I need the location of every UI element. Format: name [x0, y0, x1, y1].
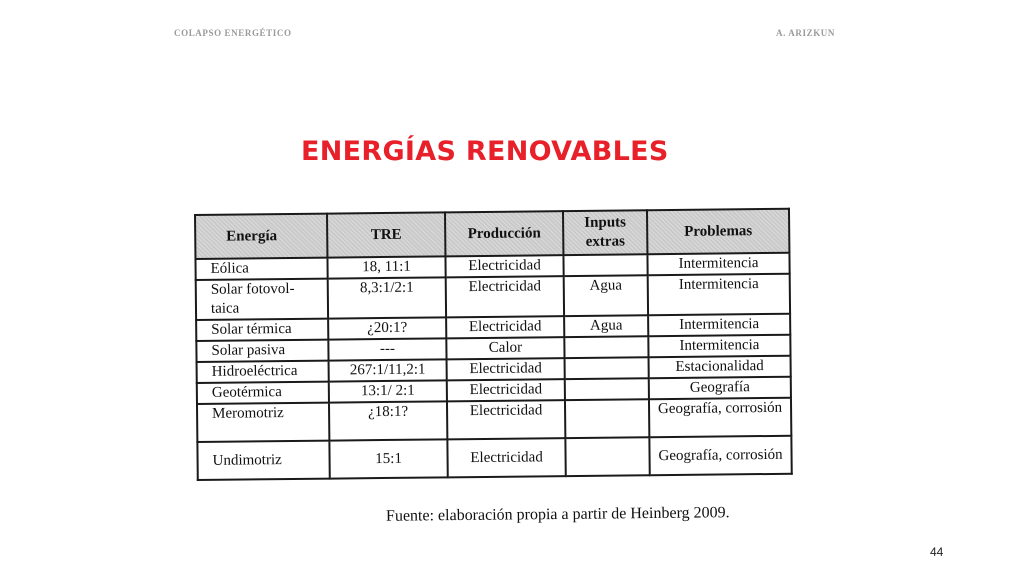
slide-title: ENERGÍAS RENOVABLES [301, 136, 669, 167]
table-row [197, 398, 791, 442]
cell-inputs: Agua [564, 275, 648, 316]
cell-tre: ¿18:1? [329, 401, 447, 440]
cell-energy: Geotérmica [197, 382, 329, 404]
cell-production: Electricidad [447, 379, 565, 401]
cell-energy: Undimotriz [197, 441, 329, 480]
column-header-tre: TRE [327, 212, 445, 257]
cell-problems: Geografía, corrosión [649, 436, 791, 475]
source-caption: Fuente: elaboración propia a partir de Heinberg 2009. [385, 504, 730, 525]
energy-table-container [194, 208, 791, 481]
renewable-energy-table [194, 208, 793, 481]
running-header-left: COLAPSO ENERGÉTICO [174, 28, 292, 38]
cell-production: Electricidad [447, 400, 565, 439]
cell-tre: --- [328, 338, 446, 360]
cell-inputs [564, 336, 648, 358]
cell-production: Electricidad [446, 316, 564, 338]
running-header-right: A. ARIZKUN [776, 28, 836, 38]
cell-tre: 18, 11:1 [327, 256, 445, 278]
cell-problems: Intermitencia [648, 314, 790, 336]
page-number: 44 [930, 545, 944, 559]
cell-inputs [565, 437, 649, 476]
cell-production: Electricidad [447, 438, 565, 477]
cell-inputs [565, 399, 649, 438]
cell-problems: Intermitencia [648, 335, 790, 357]
cell-tre: 13:1/ 2:1 [329, 380, 447, 402]
cell-inputs [565, 378, 649, 400]
table-row [196, 274, 790, 320]
cell-tre: ¿20:1? [328, 317, 446, 339]
table-row [197, 436, 791, 480]
cell-problems: Geografía [649, 377, 791, 399]
column-header-inputs-extras: Inputs extras [563, 210, 647, 255]
column-header-energia: Energía [195, 214, 327, 259]
cell-energy: Solar pasiva [196, 340, 328, 362]
cell-energy: Solar térmica [196, 319, 328, 341]
cell-problems: Geografía, corrosión [649, 398, 791, 437]
cell-production: Electricidad [445, 255, 563, 277]
cell-problems: Estacionalidad [649, 356, 791, 378]
cell-energy: Eólica [195, 258, 327, 280]
cell-tre: 15:1 [329, 439, 447, 478]
cell-energy: Hidroeléctrica [197, 361, 329, 383]
cell-tre: 267:1/11,2:1 [329, 359, 447, 381]
cell-energy: Meromotriz [197, 403, 329, 442]
cell-inputs: Agua [564, 315, 648, 337]
cell-production: Calor [446, 337, 564, 359]
cell-production: Electricidad [447, 358, 565, 380]
column-header-problemas: Problemas [647, 209, 789, 254]
cell-production: Electricidad [446, 276, 564, 317]
cell-tre: 8,3:1/2:1 [328, 277, 446, 318]
cell-inputs [563, 254, 647, 276]
cell-problems: Intermitencia [648, 274, 790, 315]
cell-inputs [565, 357, 649, 379]
cell-problems: Intermitencia [647, 253, 789, 275]
cell-energy: Solar fotovol-taica [196, 279, 328, 320]
table-header-row [195, 209, 789, 259]
column-header-produccion: Producción [445, 211, 563, 256]
